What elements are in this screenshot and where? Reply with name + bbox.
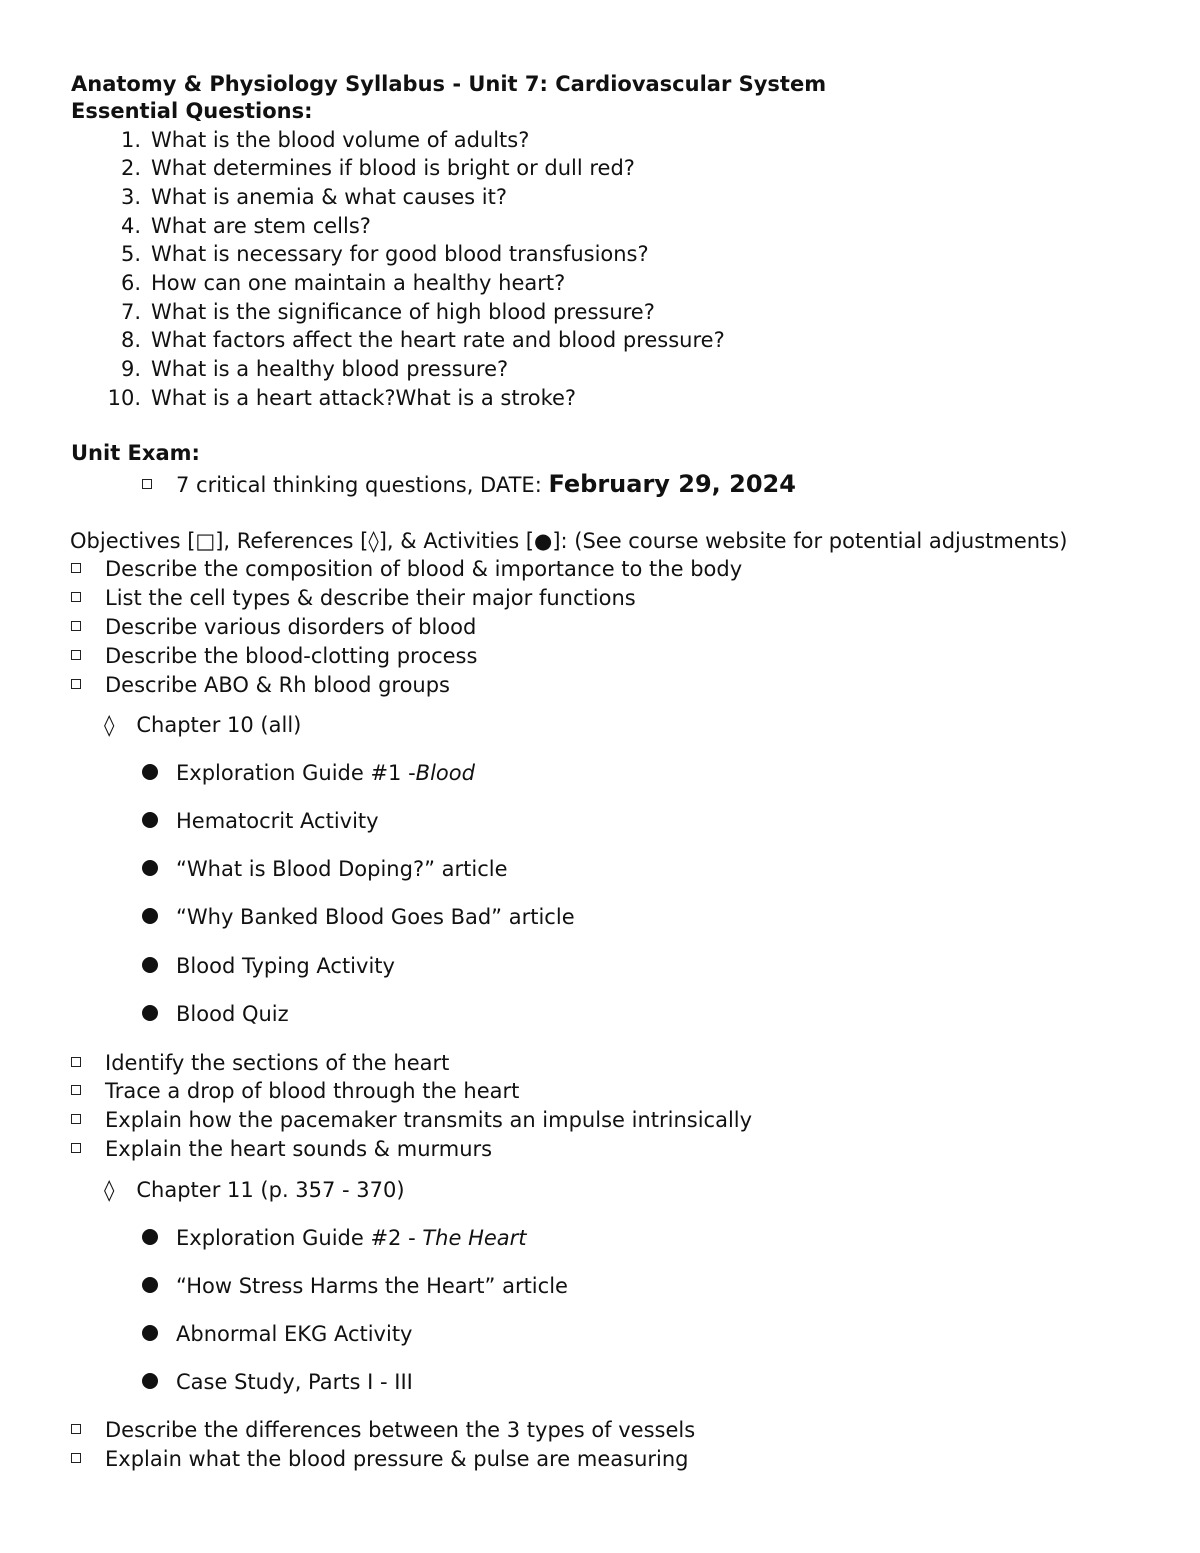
activity-item: [142, 1276, 568, 1297]
list-number: 2.: [120, 156, 141, 180]
activity-text: Exploration Guide #2 -: [176, 1226, 423, 1250]
objective-item: [71, 675, 450, 696]
list-item: [70, 388, 576, 409]
bullet-icon: [142, 908, 158, 924]
list-number: 10.: [107, 386, 141, 410]
checkbox-icon: [71, 679, 81, 689]
question-text: What is the blood volume of adults?: [151, 128, 530, 152]
activity-item: [142, 907, 575, 928]
bullet-icon: [142, 764, 158, 780]
question-text: What is a heart attack?What is a stroke?: [151, 386, 577, 410]
objective-text: List the cell types & describe their major functions: [105, 586, 636, 610]
bullet-icon: [142, 1373, 158, 1389]
question-text: What is the significance of high blood pressure?: [151, 300, 655, 324]
reference-item: [104, 1180, 405, 1201]
list-item: [70, 130, 529, 151]
list-number: 5.: [120, 242, 141, 266]
checkbox-icon: [71, 650, 81, 660]
checkbox-icon: [71, 621, 81, 631]
list-number: 4.: [120, 214, 141, 238]
list-item: [70, 244, 649, 265]
activity-text: “Why Banked Blood Goes Bad” article: [176, 905, 575, 929]
essential-questions-heading: Essential Questions:: [71, 99, 313, 123]
objective-item: [71, 1449, 689, 1470]
objective-text: Identify the sections of the heart: [105, 1051, 450, 1075]
question-text: What are stem cells?: [151, 214, 371, 238]
legend-line: [70, 531, 1067, 552]
activity-text: Blood Typing Activity: [176, 954, 395, 978]
objective-text: Describe various disorders of blood: [105, 615, 477, 639]
exam-description: 7 critical thinking questions, DATE:: [176, 473, 549, 497]
objective-item: [71, 617, 476, 638]
list-number: 6.: [120, 271, 141, 295]
checkbox-icon: [71, 592, 81, 602]
checkbox-icon: [71, 1114, 81, 1124]
objective-item: [71, 1110, 752, 1131]
list-item: [70, 359, 508, 380]
bullet-icon: [142, 1325, 158, 1341]
checkbox-icon: [71, 1453, 81, 1463]
activity-text: Hematocrit Activity: [176, 809, 379, 833]
bullet-icon: [142, 860, 158, 876]
list-number: 7.: [120, 300, 141, 324]
activity-item: [142, 956, 395, 977]
activity-text: Case Study, Parts I - III: [176, 1370, 413, 1394]
unit-exam-heading: Unit Exam:: [71, 441, 200, 465]
checkbox-icon: □: [195, 529, 216, 553]
list-number: 1.: [120, 128, 141, 152]
checkbox-icon: [71, 1057, 81, 1067]
objective-item: [71, 646, 477, 667]
checkbox-icon: [71, 563, 81, 573]
activity-item: [142, 1324, 412, 1345]
diamond-icon: ◊: [104, 713, 115, 737]
activity-italic: Blood: [415, 761, 475, 785]
objective-item: [71, 588, 636, 609]
objective-text: Explain what the blood pressure & pulse are measuring: [105, 1447, 689, 1471]
activity-text: Exploration Guide #1 -: [176, 761, 416, 785]
page-title: Anatomy & Physiology Syllabus - Unit 7: Cardiovascular System: [71, 72, 827, 96]
activity-text: “How Stress Harms the Heart” article: [176, 1274, 568, 1298]
legend-suffix: ]: (See course website for potential adjustments): [552, 529, 1068, 553]
objective-text: Explain the heart sounds & murmurs: [105, 1137, 493, 1161]
reference-item: [104, 715, 301, 736]
bullet-icon: [142, 1229, 158, 1245]
objective-text: Describe the differences between the 3 types of vessels: [105, 1418, 696, 1442]
activity-item: [142, 811, 379, 832]
question-text: What is a healthy blood pressure?: [151, 357, 509, 381]
objective-text: Describe the composition of blood & importance to the body: [105, 557, 743, 581]
diamond-icon: ◊: [104, 1178, 115, 1202]
activity-item: [142, 1372, 413, 1393]
list-item: [70, 273, 565, 294]
activity-italic: The Heart: [422, 1226, 527, 1250]
objective-item: [71, 1420, 695, 1441]
question-text: What factors affect the heart rate and blood pressure?: [151, 328, 725, 352]
bullet-icon: [142, 957, 158, 973]
objective-text: Describe ABO & Rh blood groups: [105, 673, 451, 697]
objective-item: [71, 559, 742, 580]
activity-text: Blood Quiz: [176, 1002, 289, 1026]
question-text: What is anemia & what causes it?: [151, 185, 507, 209]
bullet-icon: ●: [534, 529, 553, 553]
objective-text: Trace a drop of blood through the heart: [105, 1079, 520, 1103]
activity-item: [142, 1228, 527, 1249]
reference-text: Chapter 10 (all): [136, 713, 302, 737]
activity-item: [142, 763, 475, 784]
legend-mid-2: ], & Activities [: [378, 529, 534, 553]
legend-prefix: Objectives [: [70, 529, 196, 553]
objective-item: [71, 1053, 449, 1074]
objective-text: Explain how the pacemaker transmits an impulse intrinsically: [105, 1108, 753, 1132]
question-text: What is necessary for good blood transfusions?: [151, 242, 649, 266]
diamond-icon: ◊: [368, 529, 379, 553]
reference-text: Chapter 11 (p. 357 - 370): [136, 1178, 405, 1202]
list-number: 9.: [120, 357, 141, 381]
question-text: What determines if blood is bright or dull red?: [151, 156, 635, 180]
checkbox-icon: [71, 1424, 81, 1434]
list-item: [70, 330, 725, 351]
bullet-icon: [142, 812, 158, 828]
list-number: 8.: [120, 328, 141, 352]
unit-exam-item: [142, 472, 796, 496]
legend-mid-1: ], References [: [215, 529, 369, 553]
exam-date: February 29, 2024: [548, 470, 796, 498]
activity-item: [142, 1004, 289, 1025]
checkbox-icon: [142, 479, 152, 489]
list-number: 3.: [120, 185, 141, 209]
objective-text: Describe the blood-clotting process: [105, 644, 478, 668]
checkbox-icon: [71, 1143, 81, 1153]
list-item: [70, 216, 371, 237]
bullet-icon: [142, 1005, 158, 1021]
objective-item: [71, 1139, 492, 1160]
activity-text: “What is Blood Doping?” article: [176, 857, 508, 881]
activity-text: Abnormal EKG Activity: [176, 1322, 413, 1346]
checkbox-icon: [71, 1085, 81, 1095]
list-item: [70, 187, 507, 208]
bullet-icon: [142, 1277, 158, 1293]
objective-item: [71, 1081, 519, 1102]
list-item: [70, 158, 635, 179]
question-text: How can one maintain a healthy heart?: [151, 271, 566, 295]
activity-item: [142, 859, 508, 880]
list-item: [70, 302, 655, 323]
